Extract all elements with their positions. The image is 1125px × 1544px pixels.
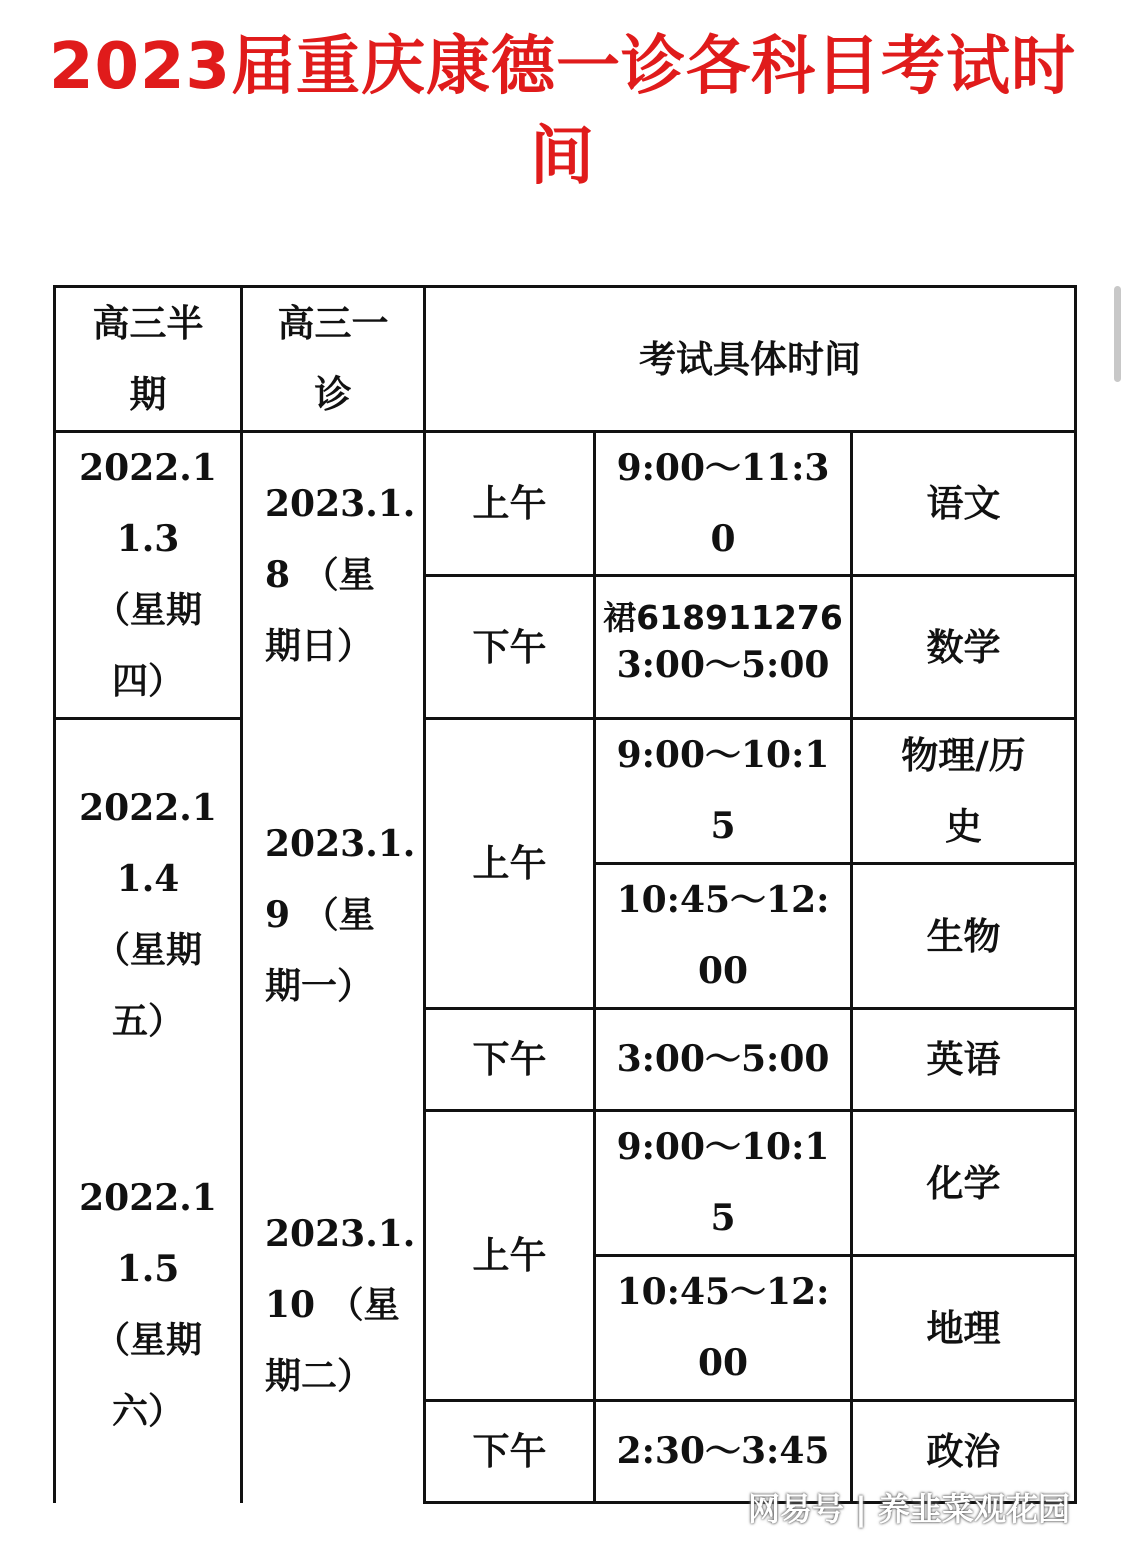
exam-time: 10:45～12: 00 [616,879,830,992]
header-exam-time: 考试具体时间 [639,337,861,381]
exam-time: 3:00～5:00 [616,644,830,686]
subject: 政治 [926,1430,1001,1473]
exam-time-cell [596,577,850,717]
first-exam-date: 2023.1. 9 （星 期一） [265,822,416,1007]
page-title: 2023届重庆康德一诊各科目考试时 间 [48,30,1077,194]
subject: 地理 [926,1306,1001,1350]
subject: 化学 [926,1161,1001,1205]
header-half-term: 高三半 期 [92,302,204,416]
exam-time: 2:30～3:45 [616,1430,830,1472]
first-exam-date: 2023.1. 10 （星 期二） [265,1212,416,1397]
half-term-date: 2022.1 1.3 （星期 四） [79,447,217,702]
contact-text: 裙618911276 [603,598,843,637]
header-first-exam: 高三一 诊 [277,302,389,416]
subject: 生物 [926,914,1001,958]
watermark: 网易号 | 养韭菜观花园 [748,1490,1070,1528]
period-morning: 上午 [472,1234,547,1277]
period-morning: 上午 [472,482,547,525]
subject: 物理/历 史 [901,734,1026,848]
half-term-date: 2022.1 1.5 （星期 六） [79,1177,217,1432]
exam-time: 10:45～12: 00 [616,1271,830,1384]
subject: 语文 [926,482,1001,525]
period-morning: 上午 [472,842,547,885]
exam-time: 9:00～11:3 0 [616,446,830,560]
period-afternoon: 下午 [472,625,547,669]
subject: 数学 [926,625,1001,669]
exam-time: 9:00～10:1 5 [616,1126,830,1239]
period-afternoon: 下午 [472,1038,547,1081]
half-term-date: 2022.1 1.4 （星期 五） [79,787,217,1042]
exam-time: 9:00～10:1 5 [616,734,830,847]
subject: 英语 [926,1038,1001,1081]
first-exam-date: 2023.1. 8 （星 期日） [265,482,416,667]
period-afternoon: 下午 [472,1430,547,1473]
exam-time: 3:00～5:00 [616,1038,830,1080]
